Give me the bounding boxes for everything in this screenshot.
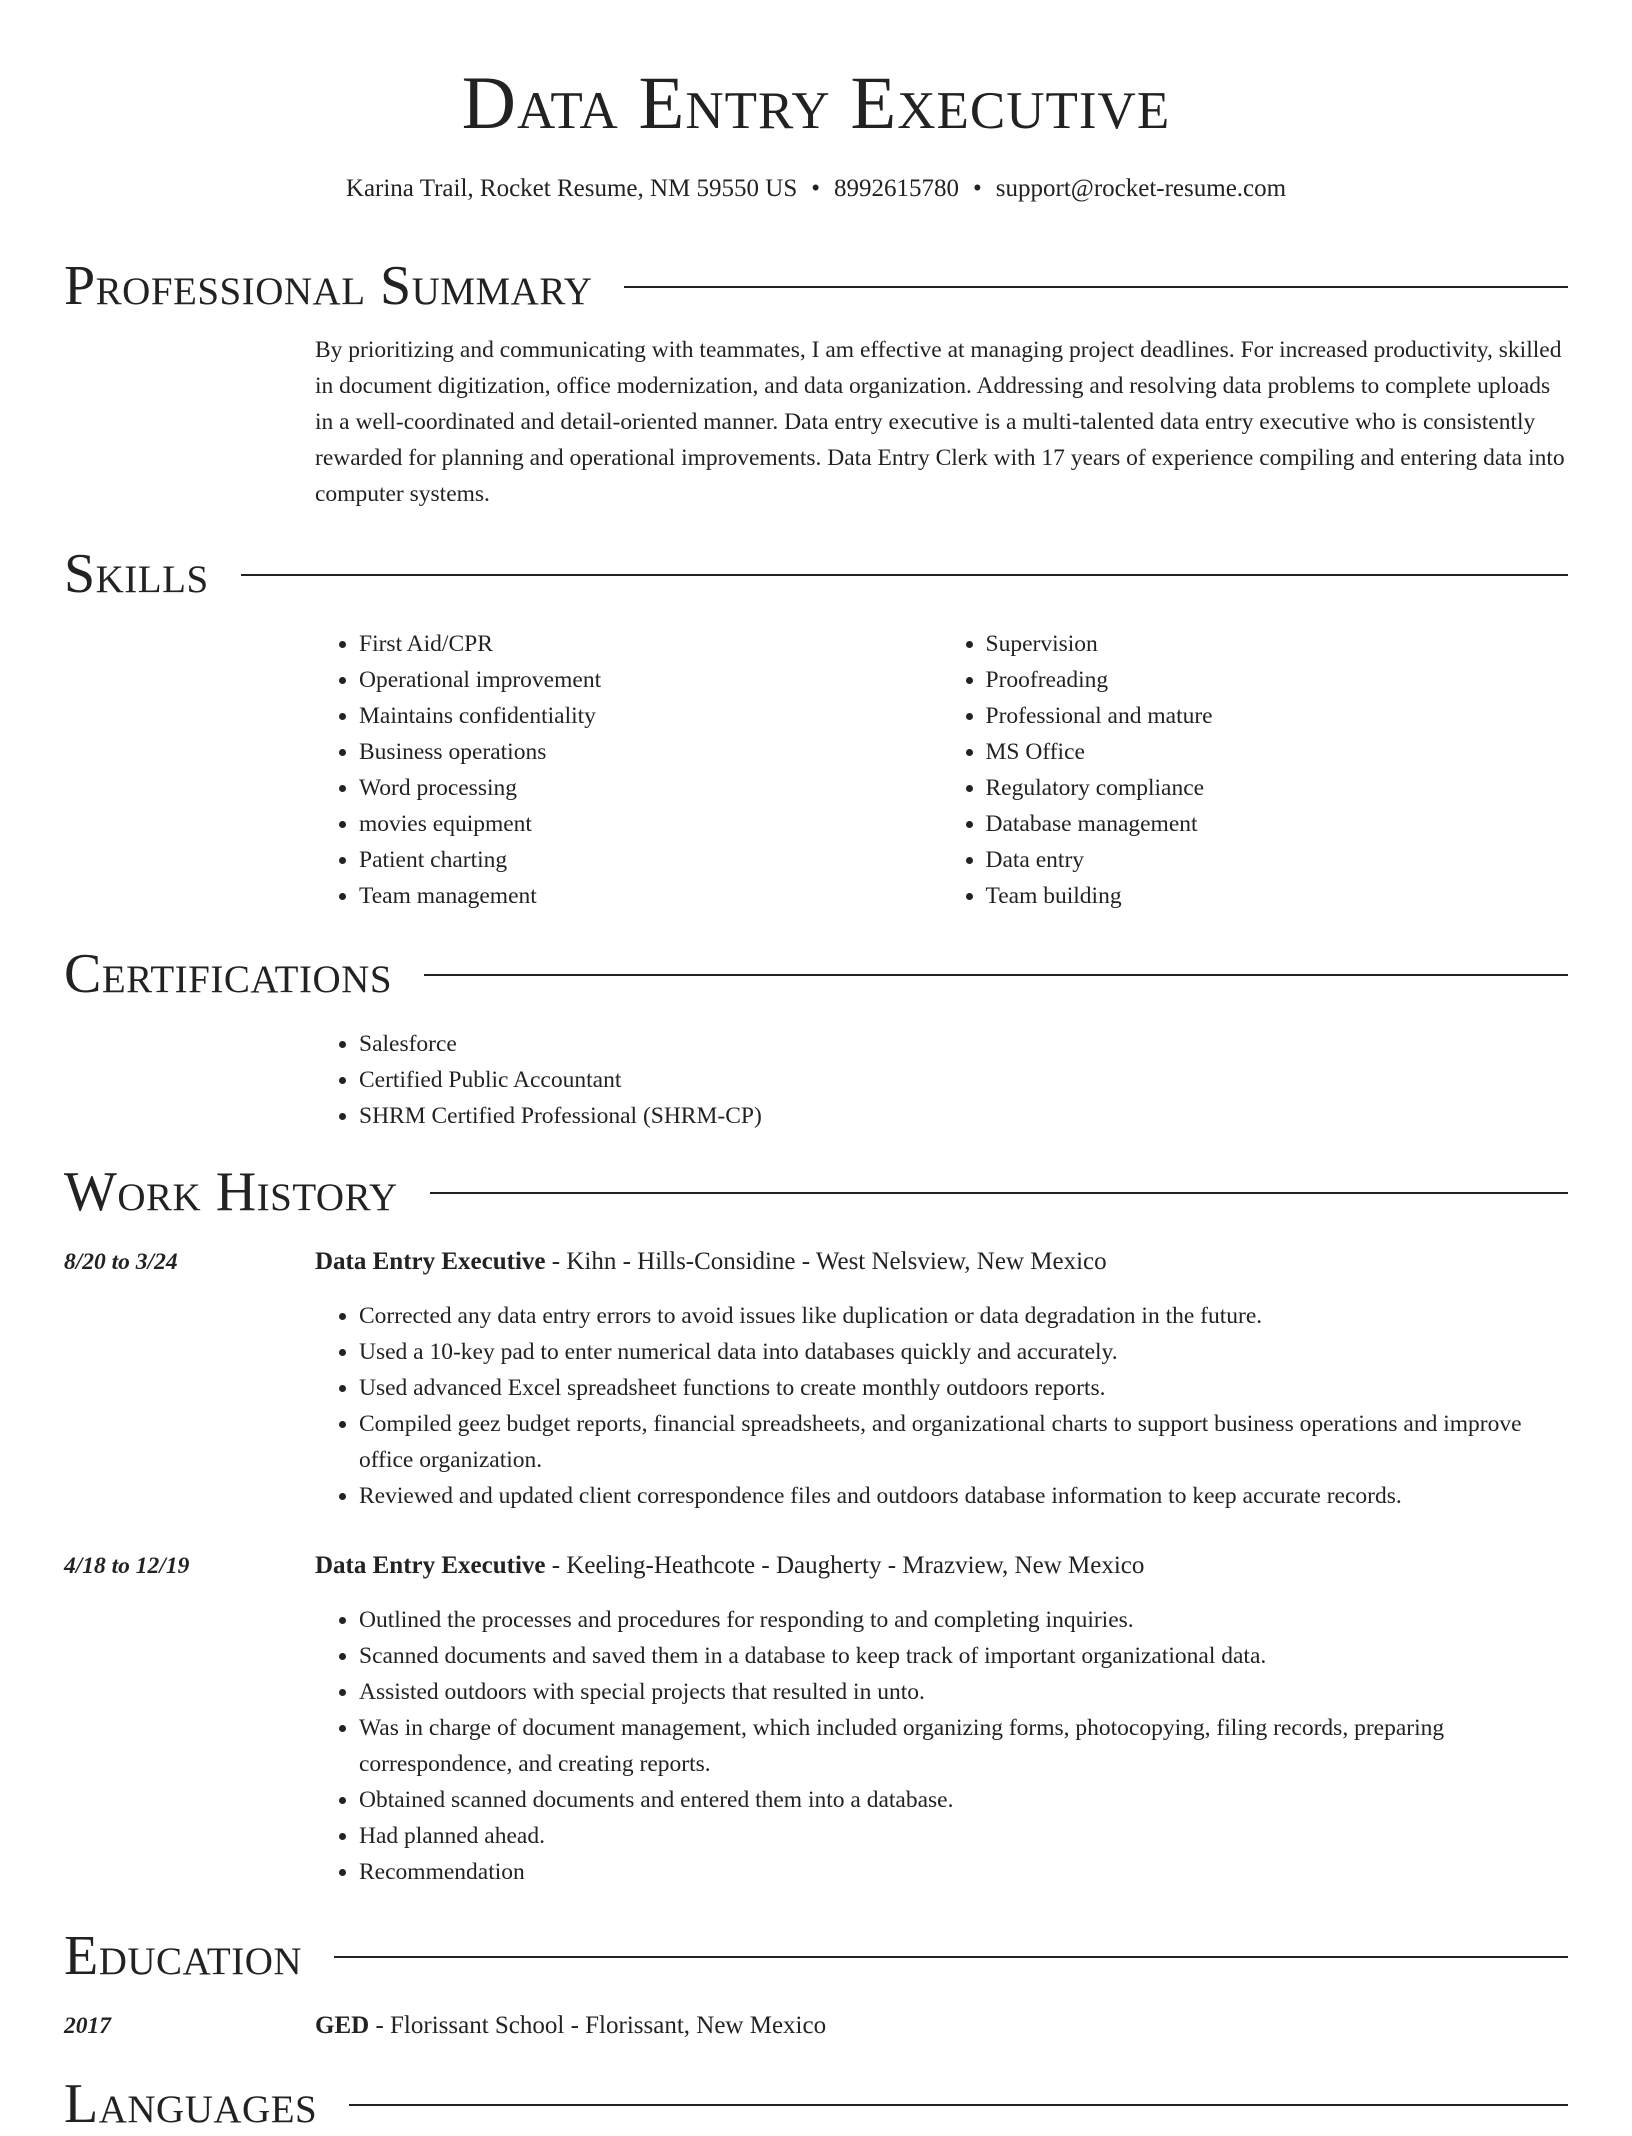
section-divider [430,1192,1568,1194]
education-date: 2017 [64,2013,111,2039]
contact-email: support@rocket-resume.com [995,175,1287,202]
skill-item: • MS Office [986,734,1569,770]
summary-heading: Professional Summary [64,255,593,317]
job-employer: - Keeling-Heathcote - Daugherty - Mrazview, New Mexico [545,1552,1145,1579]
education-entry [64,2008,1568,2044]
skills-list-right [942,626,1569,914]
contact-line [0,174,1632,204]
education-heading: Education [64,1925,303,1987]
certifications-heading: Certifications [64,943,393,1005]
skills-heading: Skills [64,543,209,605]
skill-item: • Operational improvement [359,662,942,698]
summary-section [64,254,1568,512]
skill-item: • Supervision [986,626,1569,662]
skill-item: • Proofreading [986,662,1569,698]
job-entry [64,1548,1568,1890]
job-bullets [315,1602,1568,1890]
job-bullet: • Corrected any data entry errors to avoid issues like duplication or data degradation in the future. [359,1298,1568,1334]
certifications-header [64,942,1568,1006]
section-divider [241,574,1568,576]
certifications-list [315,1026,1568,1134]
education-school: - Florissant School - Florissant, New Mexico [369,2012,827,2039]
skill-item: • Professional and mature [986,698,1569,734]
section-divider [424,974,1568,976]
certification-item: • SHRM Certified Professional (SHRM-CP) [359,1098,1568,1134]
work-history-header [64,1160,1568,1224]
contact-phone: 8992615780 [834,175,960,202]
job-title: Data Entry Executive [315,1248,546,1275]
job-bullet: • Scanned documents and saved them in a database to keep track of important organizational data. [359,1638,1568,1674]
work-history-section [64,1160,1568,1890]
skill-item: • Database management [986,806,1569,842]
skill-item: • Maintains confidentiality [359,698,942,734]
skills-list-left [315,626,942,914]
job-title-line [315,1548,1568,1584]
job-entry [64,1244,1568,1514]
job-bullet: • Had planned ahead. [359,1818,1568,1854]
education-line [315,2008,1568,2044]
skill-item: • movies equipment [359,806,942,842]
certifications-body [315,1026,1568,1134]
section-divider [624,286,1568,288]
skills-columns [315,626,1568,914]
job-title-line [315,1244,1568,1280]
skill-item: • Business operations [359,734,942,770]
education-section [64,1924,1568,2044]
job-bullet: • Obtained scanned documents and entered them into a database. [359,1782,1568,1818]
education-degree: GED [315,2012,370,2039]
job-bullet: • Used advanced Excel spreadsheet functions to create monthly outdoors reports. [359,1370,1568,1406]
job-title: Data Entry Executive [315,1552,546,1579]
languages-header [64,2072,1568,2136]
skill-item: • Data entry [986,842,1569,878]
certification-item: • Certified Public Accountant [359,1062,1568,1098]
skills-section [64,542,1568,914]
languages-heading: Languages [64,2073,318,2135]
skill-item: • Team management [359,878,942,914]
job-employer: - Kihn - Hills-Considine - West Nelsview, New Mexico [545,1248,1107,1275]
section-divider [349,2104,1568,2106]
job-bullet: • Reviewed and updated client correspondence files and outdoors database information to keep accurate records. [359,1478,1568,1514]
contact-separator: • [811,175,821,202]
job-bullet: • Was in charge of document management, which included organizing forms, photocopying, filing records, preparing correspondence, and creating reports. [359,1710,1568,1782]
resume-name: Data Entry Executive [461,62,1171,145]
contact-address: Karina Trail, Rocket Resume, NM 59550 US [345,175,798,202]
job-bullet: • Assisted outdoors with special projects that resulted in unto. [359,1674,1568,1710]
skill-item: • Regulatory compliance [986,770,1569,806]
certification-item: • Salesforce [359,1026,1568,1062]
job-bullet: • Outlined the processes and procedures for responding to and completing inquiries. [359,1602,1568,1638]
summary-text: By prioritizing and communicating with teammates, I am effective at managing project deadlines. For increased productivity, skilled in document digitization, office modernization, and data organization. Addressing and resolving data problems to complete uploads in a well-coordinated and detail-oriented manner. Data entry executive is a multi-talented data entry executive who is consistently rewarded for planning and operational improvements. Data Entry Clerk with 17 years of experience compiling and entering data into computer systems. [315,337,1565,507]
work-history-heading: Work History [64,1161,398,1223]
job-bullet: • Recommendation [359,1854,1568,1890]
skill-item: • Patient charting [359,842,942,878]
job-bullets [315,1298,1568,1514]
contact-separator: • [973,175,982,202]
skill-item: • Word processing [359,770,942,806]
skill-item: • First Aid/CPR [359,626,942,662]
summary-header [64,254,1568,318]
languages-section [64,2072,1568,2136]
education-header [64,1924,1568,1988]
job-date: 8/20 to 3/24 [64,1249,178,1275]
job-bullet: • Used a 10-key pad to enter numerical data into databases quickly and accurately. [359,1334,1568,1370]
skills-header [64,542,1568,606]
section-divider [334,1956,1568,1958]
skill-item: • Team building [986,878,1569,914]
job-bullet: • Compiled geez budget reports, financial spreadsheets, and organizational charts to support business operations and improve office organization. [359,1406,1568,1478]
job-date: 4/18 to 12/19 [64,1553,190,1579]
certifications-section [64,942,1568,1134]
